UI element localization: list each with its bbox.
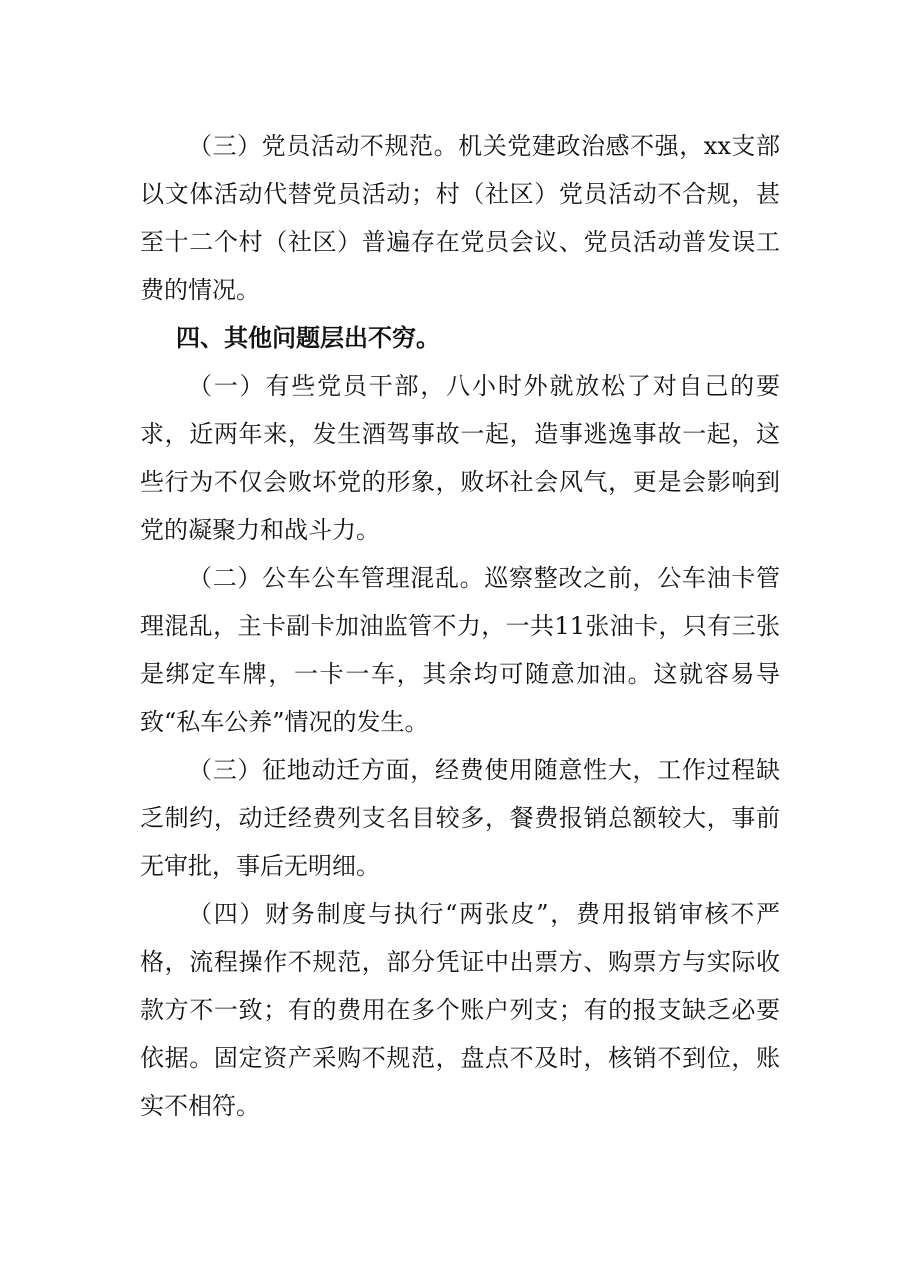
paragraph-party-activities: （三）党员活动不规范。机关党建政治感不强，xx支部以文体活动代替党员活动；村（社区）党员活动不合规，甚至十二个村（社区）普遍存在党员会议、党员活动普发误工费的情况。 (140, 132, 780, 304)
paragraph-cadre-conduct: （一）有些党员干部，八小时外就放松了对自己的要求，近两年来，发生酒驾事故一起，造事逃逸事故一起，这些行为不仅会败坏党的形象，败坏社会风气，更是会影响到党的凝聚力和战斗力。 (140, 372, 780, 544)
section-heading-other-issues: 四、其他问题层出不穷。 (176, 324, 440, 352)
document-body (140, 122, 780, 1130)
paragraph-land-relocation: （三）征地动迁方面，经费使用随意性大，工作过程缺乏制约，动迁经费列支名目较多，餐费报销总额较大，事前无审批，事后无明细。 (140, 756, 780, 880)
paragraph-vehicle-management: （二）公车公车管理混乱。巡察整改之前，公车油卡管理混乱，主卡副卡加油监管不力，一共11张油卡，只有三张是绑定车牌，一卡一车，其余均可随意加油。这就容易导致“私车公养”情况的发生。 (140, 564, 780, 736)
paragraph-financial-system: （四）财务制度与执行“两张皮”，费用报销审核不严格，流程操作不规范，部分凭证中出票方、购票方与实际收款方不一致；有的费用在多个账户列支；有的报支缺乏必要依据。固定资产采购不规范，盘点不及时，核销不到位，账实不相符。 (140, 900, 780, 1120)
